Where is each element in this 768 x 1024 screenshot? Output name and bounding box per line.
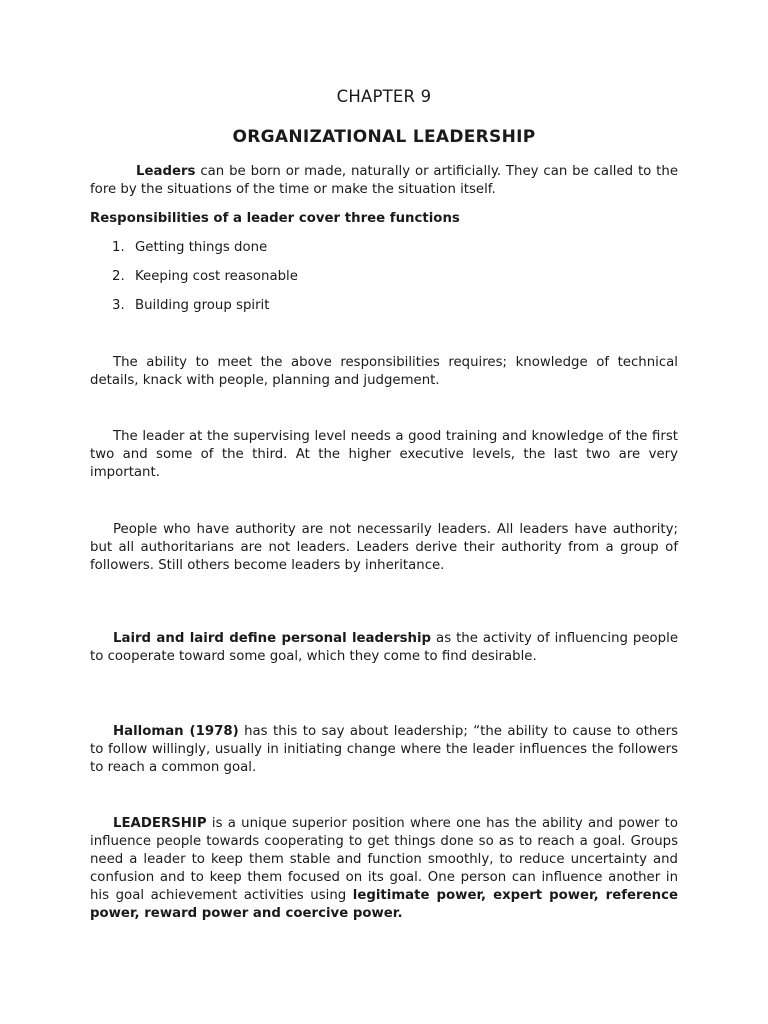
intro-paragraph — [90, 163, 678, 199]
list-number: 3. — [112, 298, 125, 313]
list-text: Keeping cost reasonable — [135, 269, 298, 284]
laird-text: as the activity of influencing people to cooperate toward some goal, which they come to find desirable. — [90, 631, 678, 664]
intro-bold-lead: Leaders — [136, 164, 196, 179]
list-number: 1. — [112, 240, 125, 255]
chapter-label: CHAPTER 9 — [336, 87, 432, 106]
laird-paragraph — [90, 630, 678, 666]
laird-bold-lead: Laird and laird define personal leadership — [113, 631, 432, 646]
chapter-title: ORGANIZATIONAL LEADERSHIP — [232, 127, 536, 147]
leadership-paragraph — [90, 815, 678, 923]
list-item — [112, 297, 672, 315]
authority-paragraph: People who have authority are not necessarily leaders. All leaders have authority; but all authoritarians are not leaders. Leaders derive their authority from a group of followers. Still others become leaders by inheritance. — [90, 522, 678, 573]
leadership-text: is a unique superior position where one has the ability and power to influence people towards cooperating to get things done so as to reach a goal. Groups need a leader to keep them stable and function smoothly, to reduce uncertainty and confusion and to keep them focused on its goal. One person can influence another in his goal achievement activities using — [90, 816, 678, 903]
intro-text: can be born or made, naturally or artificially. They can be called to the fore by the situations of the time or make the situation itself. — [90, 164, 678, 197]
halloman-paragraph — [90, 723, 678, 777]
halloman-text: has this to say about leadership; “the ability to cause to others to follow willingly, usually in initiating change where the leader influences the followers to reach a common goal. — [90, 724, 679, 775]
list-number: 2. — [112, 269, 125, 284]
leadership-bold-lead: LEADERSHIP — [113, 816, 207, 831]
list-item — [112, 268, 672, 286]
power-types: legitimate power, expert power, reference power, reward power and coercive power. — [90, 888, 678, 921]
list-text: Getting things done — [135, 240, 268, 255]
responsibilities-heading: Responsibilities of a leader cover three functions — [90, 211, 460, 226]
list-item — [112, 239, 672, 257]
ability-paragraph: The ability to meet the above responsibilities requires; knowledge of technical details, knack with people, planning and judgement. — [90, 355, 678, 388]
supervising-paragraph: The leader at the supervising level needs a good training and knowledge of the first two and some of the third. At the higher executive levels, the last two are very important. — [90, 429, 678, 480]
halloman-bold-lead: Halloman (1978) — [113, 724, 239, 739]
list-text: Building group spirit — [135, 298, 270, 313]
